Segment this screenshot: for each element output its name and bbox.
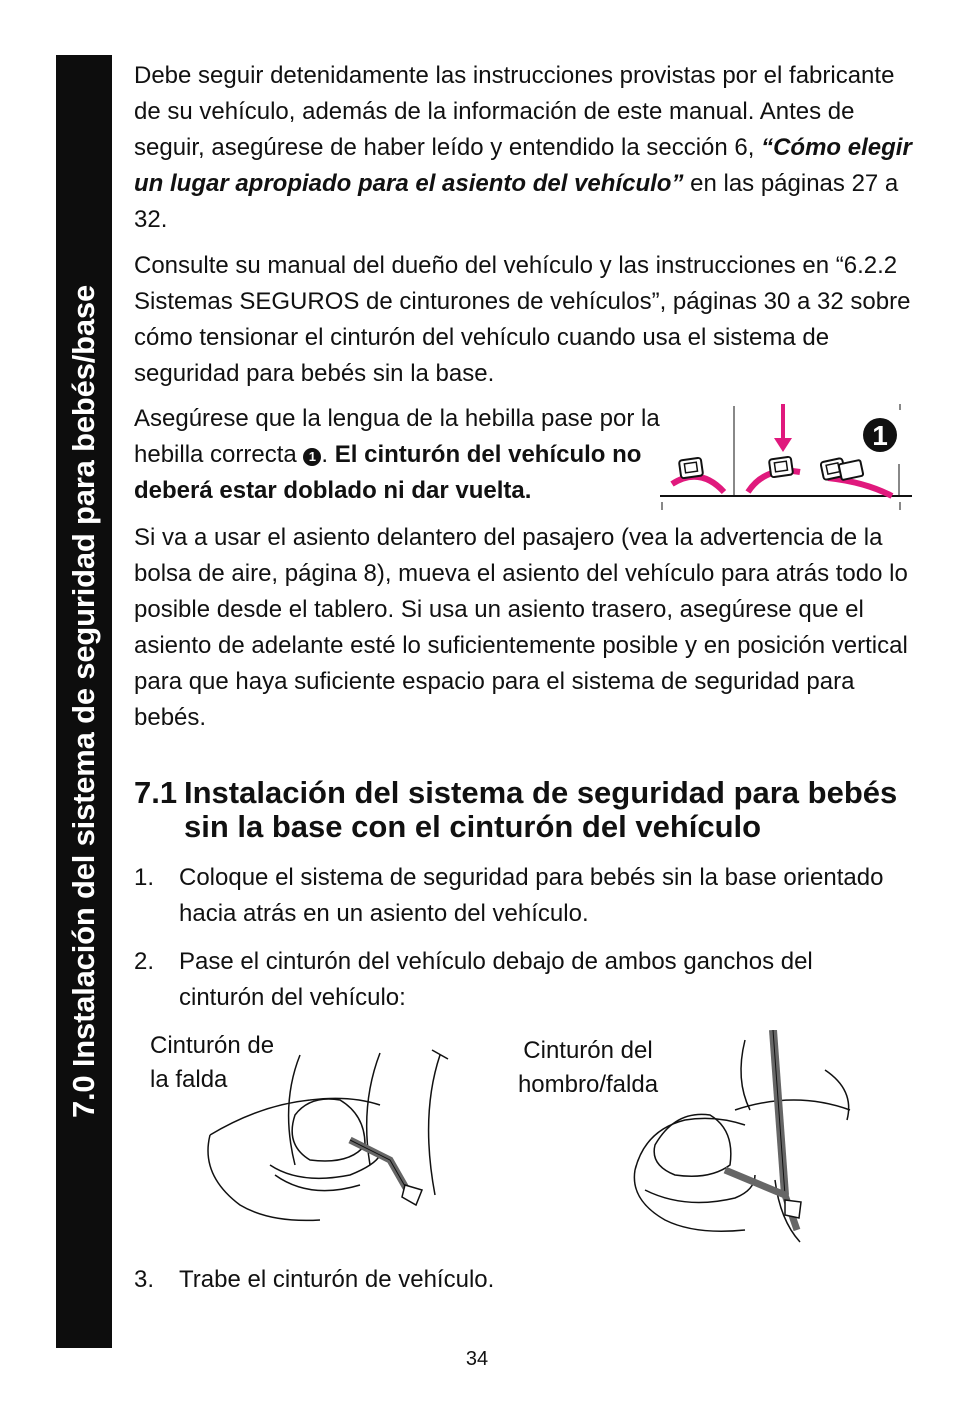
step-number: 1. [134, 864, 155, 891]
seat-position-paragraph: Si va a usar el asiento delantero del pasajero (vea la advertencia de la bolsa de aire, página 8), mueva el asiento del vehículo para atrás todo lo posible desde el tablero. Si usa un asiento trasero, asegúrese que el asiento de adelante esté lo suficientemente posible y en posición vertical para que haya suficiente espacio para el sistema de seguridad para bebés. [134, 524, 908, 731]
buckle-paragraph [134, 401, 664, 509]
step-text: Coloque el sistema de seguridad para bebés sin la base orientado hacia atrás en un asiento del vehículo. [179, 864, 884, 927]
caption-line: Cinturón del [523, 1037, 653, 1064]
caption-line: Cinturón de [150, 1032, 275, 1059]
section-title-line1: Instalación del sistema de seguridad para bebés [184, 775, 898, 810]
section-title-line2: sin la base con el cinturón del vehículo [184, 809, 762, 844]
buckle-warning: El cinturón del vehículo no deberá estar doblado ni dar vuelta. [134, 441, 642, 504]
buckle-illustration [660, 400, 915, 512]
intro-text: Debe seguir detenidamente las instrucciones provistas por el fabricante de su vehículo, además de la información de este manual. Antes de seguir, asegúrese de haber leído y entendido la sección 6, [134, 62, 895, 161]
buckle-text: Asegúrese que la lengua de la hebilla pase por la hebilla correcta [134, 405, 660, 468]
list-item [134, 1262, 894, 1298]
manual-paragraph: Consulte su manual del dueño del vehículo y las instrucciones en “6.2.2 Sistemas SEGUROS de cinturones de vehículos”, páginas 30 a 32 sobre cómo tensionar el cinturón del vehículo cuando usa el sistema de seguridad para bebés sin la base. [134, 252, 911, 387]
list-item [134, 860, 894, 932]
marker-1-icon: 1 [303, 448, 321, 466]
step-number: 2. [134, 948, 155, 975]
step-number: 3. [134, 1266, 155, 1293]
step-text: Pase el cinturón del vehículo debajo de ambos ganchos del cinturón del vehículo: [179, 948, 813, 1011]
section-number: 7.1 [134, 775, 178, 810]
caption-line: hombro/falda [517, 1071, 659, 1098]
section-heading [134, 776, 924, 844]
buckle-text-punct: . [321, 441, 335, 468]
figure-marker-1-icon: 1 [872, 420, 888, 451]
intro-text-end: en las páginas 27 a 32. [134, 170, 899, 233]
intro-paragraph [134, 58, 914, 238]
lap-belt-illustration [200, 1045, 460, 1225]
sidebar-title: 7.0 Instalación del sistema de seguridad para bebés/base [66, 284, 101, 1119]
list-item [134, 944, 894, 1016]
caption-line: la falda [150, 1066, 228, 1093]
intro-emphasis: “Cómo elegir un lugar apropiado para el asiento del vehículo” [134, 134, 912, 197]
page-number: 34 [465, 1348, 489, 1370]
section-sidebar [56, 55, 112, 1348]
shoulder-belt-illustration [625, 1030, 860, 1245]
step-text: Trabe el cinturón de vehículo. [179, 1266, 495, 1293]
